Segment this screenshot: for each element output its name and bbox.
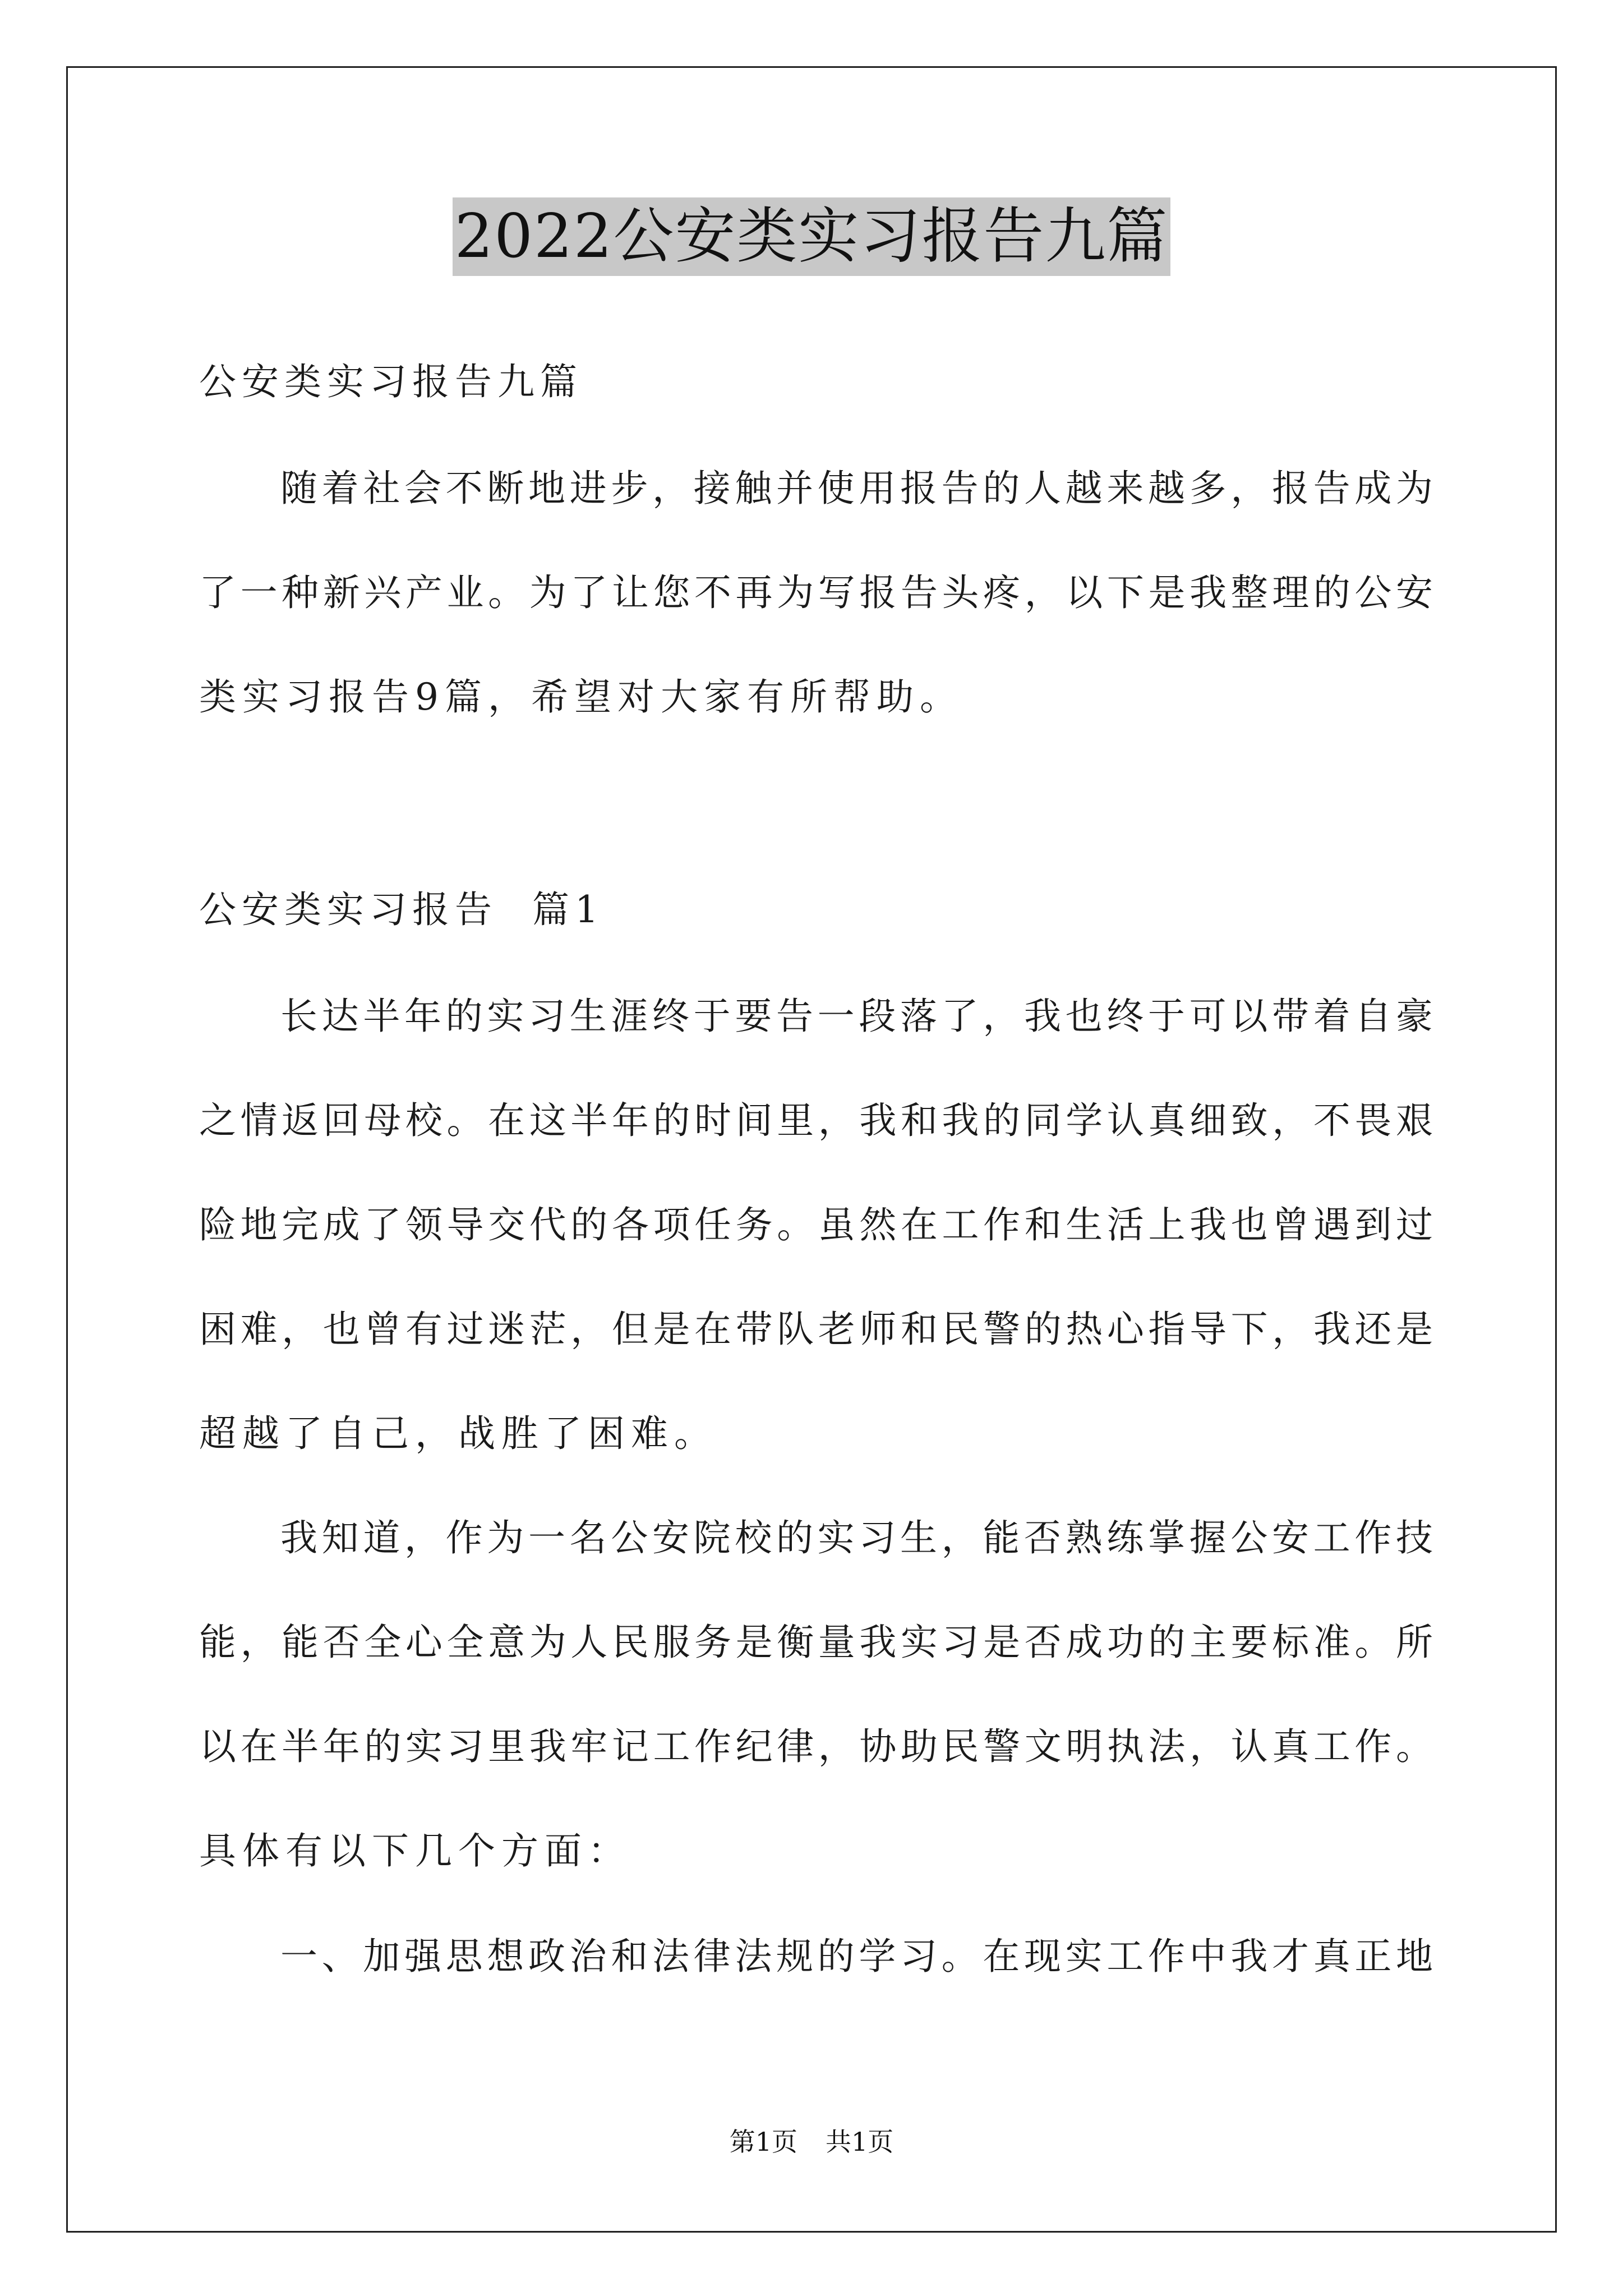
section-heading: 公安类实习报告 篇1 (199, 888, 604, 931)
intro-line: 类实习报告9篇，希望对大家有所帮助。 (199, 675, 963, 719)
page-number: 第1页 (729, 2127, 797, 2157)
intro-line: 了一种新兴产业。为了让您不再为写报告头疼，以下是我整理的公安 (199, 571, 1433, 614)
paragraph-line: 能，能否全心全意为人民服务是衡量我实习是否成功的主要标准。所 (199, 1621, 1433, 1664)
paragraph-line: 一、加强思想政治和法律法规的学习。在现实工作中我才真正地 (280, 1935, 1433, 1978)
paragraph-line: 我知道，作为一名公安院校的实习生，能否熟练掌握公安工作技 (280, 1516, 1433, 1559)
paragraph-line: 具体有以下几个方面： (199, 1829, 631, 1872)
title-container (0, 197, 1623, 276)
page-footer (0, 2125, 1623, 2159)
intro-line: 随着社会不断地进步，接触并使用报告的人越来越多，报告成为 (280, 467, 1433, 510)
paragraph-line: 长达半年的实习生涯终于要告一段落了，我也终于可以带着自豪 (280, 995, 1433, 1038)
document-title: 2022公安类实习报告九篇 (453, 197, 1171, 276)
document-subtitle: 公安类实习报告九篇 (199, 360, 583, 403)
paragraph-line: 以在半年的实习里我牢记工作纪律，协助民警文明执法，认真工作。 (199, 1725, 1433, 1768)
paragraph-line: 超越了自己，战胜了困难。 (199, 1412, 717, 1455)
paragraph-line: 之情返回母校。在这半年的时间里，我和我的同学认真细致，不畏艰 (199, 1099, 1433, 1142)
page-total: 共1页 (826, 2127, 894, 2157)
paragraph-line: 险地完成了领导交代的各项任务。虽然在工作和生活上我也曾遇到过 (199, 1203, 1433, 1246)
paragraph-line: 困难，也曾有过迷茫，但是在带队老师和民警的热心指导下，我还是 (199, 1308, 1433, 1351)
